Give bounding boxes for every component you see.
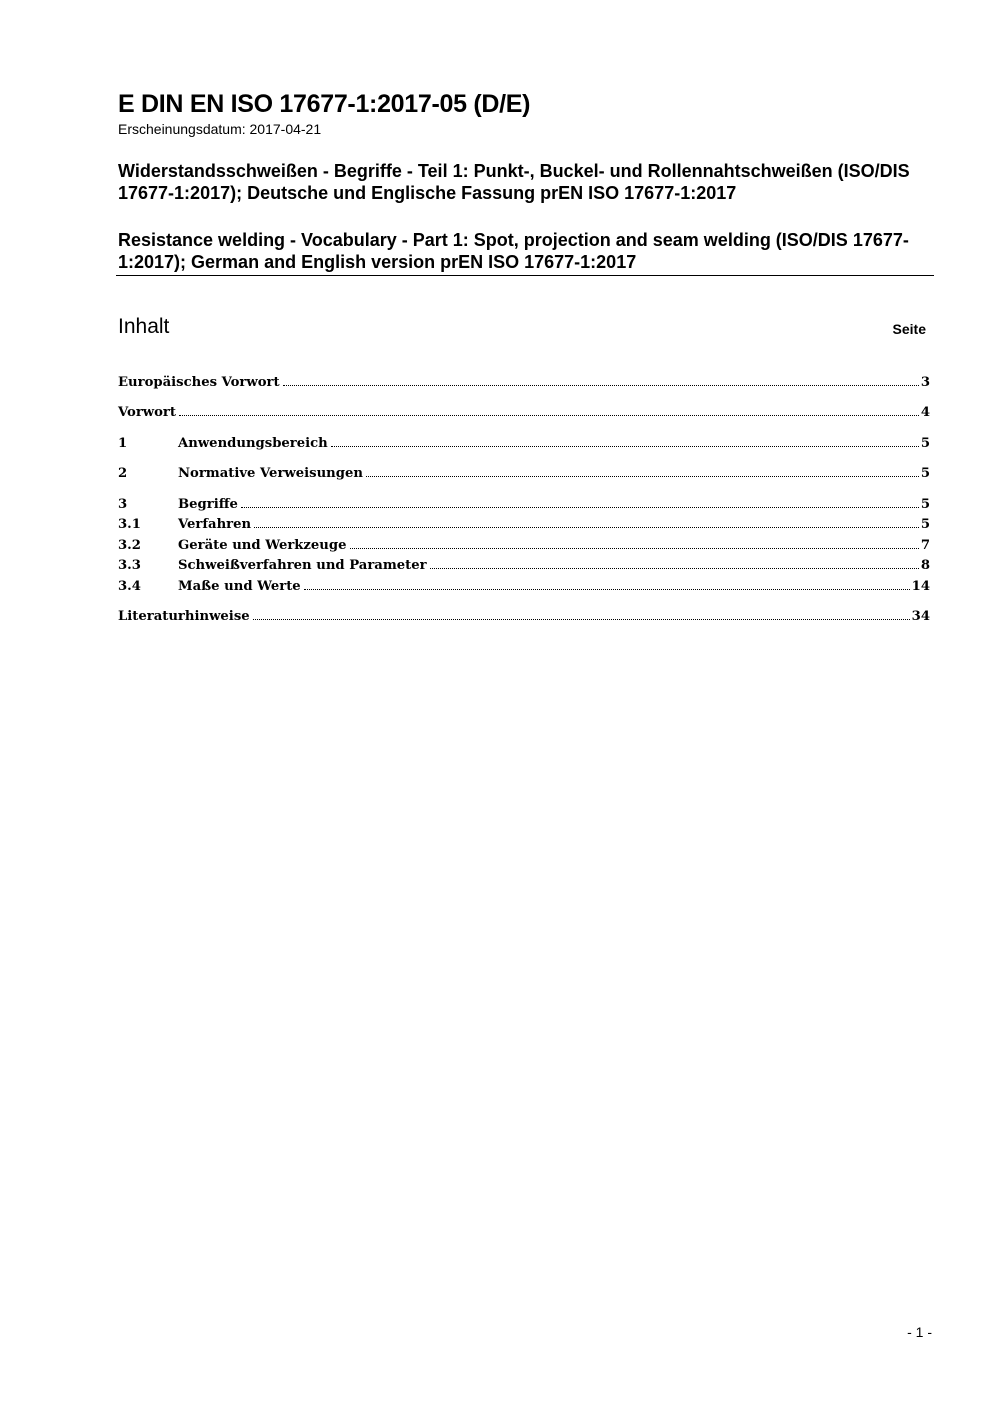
toc-entry[interactable] — [118, 372, 930, 390]
toc-entry-number: 3.4 — [118, 579, 141, 594]
toc-entry[interactable] — [118, 463, 930, 481]
toc-entry-label: Normative Verweisungen — [178, 466, 363, 481]
toc-entry-label: Vorwort — [118, 405, 176, 420]
toc-heading: Inhalt — [118, 315, 170, 338]
toc-leader-dots — [241, 507, 919, 508]
german-title: Widerstandsschweißen - Begriffe - Teil 1: Punkt-, Buckel- und Rollennahtschweißen (ISO/DIS 17677-1:2017); Deutsche und Englische Fassung prEN ISO 17677-1:2017 — [118, 161, 910, 203]
document-title: E DIN EN ISO 17677-1:2017-05 (D/E) — [118, 90, 531, 118]
toc-entry-page: 5 — [920, 466, 930, 481]
toc-entry-number: 2 — [118, 466, 128, 481]
toc-entry-label: Literaturhinweise — [118, 609, 250, 624]
toc-entry-number: 3.3 — [118, 558, 141, 573]
toc-entry[interactable] — [118, 494, 930, 512]
toc-entry-number: 3.1 — [118, 517, 141, 532]
page-number: - 1 - — [907, 1324, 932, 1340]
toc-entry-number: 1 — [118, 436, 128, 451]
toc-leader-dots — [253, 619, 910, 620]
toc-entry-label: Begriffe — [178, 497, 238, 512]
toc-leader-dots — [304, 589, 910, 590]
toc-entry-page: 5 — [920, 436, 930, 451]
toc-leader-dots — [254, 527, 919, 528]
toc-entry-page: 3 — [920, 375, 930, 390]
toc-leader-dots — [366, 476, 919, 477]
toc-entry[interactable] — [118, 514, 930, 532]
title-divider — [116, 275, 934, 276]
toc-entry-label: Maße und Werte — [178, 579, 301, 594]
toc-leader-dots — [283, 385, 919, 386]
toc-page-column-heading: Seite — [892, 321, 926, 337]
toc-entry[interactable] — [118, 402, 930, 420]
toc-entry-page: 34 — [911, 609, 930, 624]
toc-entry-page: 8 — [920, 558, 930, 573]
toc-leader-dots — [179, 415, 919, 416]
toc-entry-page: 4 — [920, 405, 930, 420]
toc-entry-label: Schweißverfahren und Parameter — [178, 558, 427, 573]
toc-entry[interactable] — [118, 555, 930, 573]
toc-entry[interactable] — [118, 535, 930, 553]
toc-entry-number: 3 — [118, 497, 128, 512]
toc-leader-dots — [350, 548, 919, 549]
toc-entry-page: 7 — [920, 538, 930, 553]
toc-entry-page: 5 — [920, 517, 930, 532]
toc-entry[interactable] — [118, 433, 930, 451]
toc-leader-dots — [430, 568, 919, 569]
toc-entry-page: 14 — [911, 579, 930, 594]
toc-entry-number: 3.2 — [118, 538, 141, 553]
toc-entry[interactable] — [118, 576, 930, 594]
toc-entry[interactable] — [118, 606, 930, 624]
english-title: Resistance welding - Vocabulary - Part 1: Spot, projection and seam welding (ISO/DIS 17677-1:2017); German and English version prEN ISO 17677-1:2017 — [118, 230, 909, 272]
toc-entry-page: 5 — [920, 497, 930, 512]
toc-leader-dots — [331, 446, 919, 447]
publication-date: Erscheinungsdatum: 2017-04-21 — [118, 121, 322, 137]
toc-entry-label: Verfahren — [178, 517, 252, 532]
toc-entry-label: Anwendungsbereich — [178, 436, 328, 451]
toc-entry-label: Geräte und Werkzeuge — [178, 538, 347, 553]
toc-entry-label: Europäisches Vorwort — [118, 375, 280, 390]
